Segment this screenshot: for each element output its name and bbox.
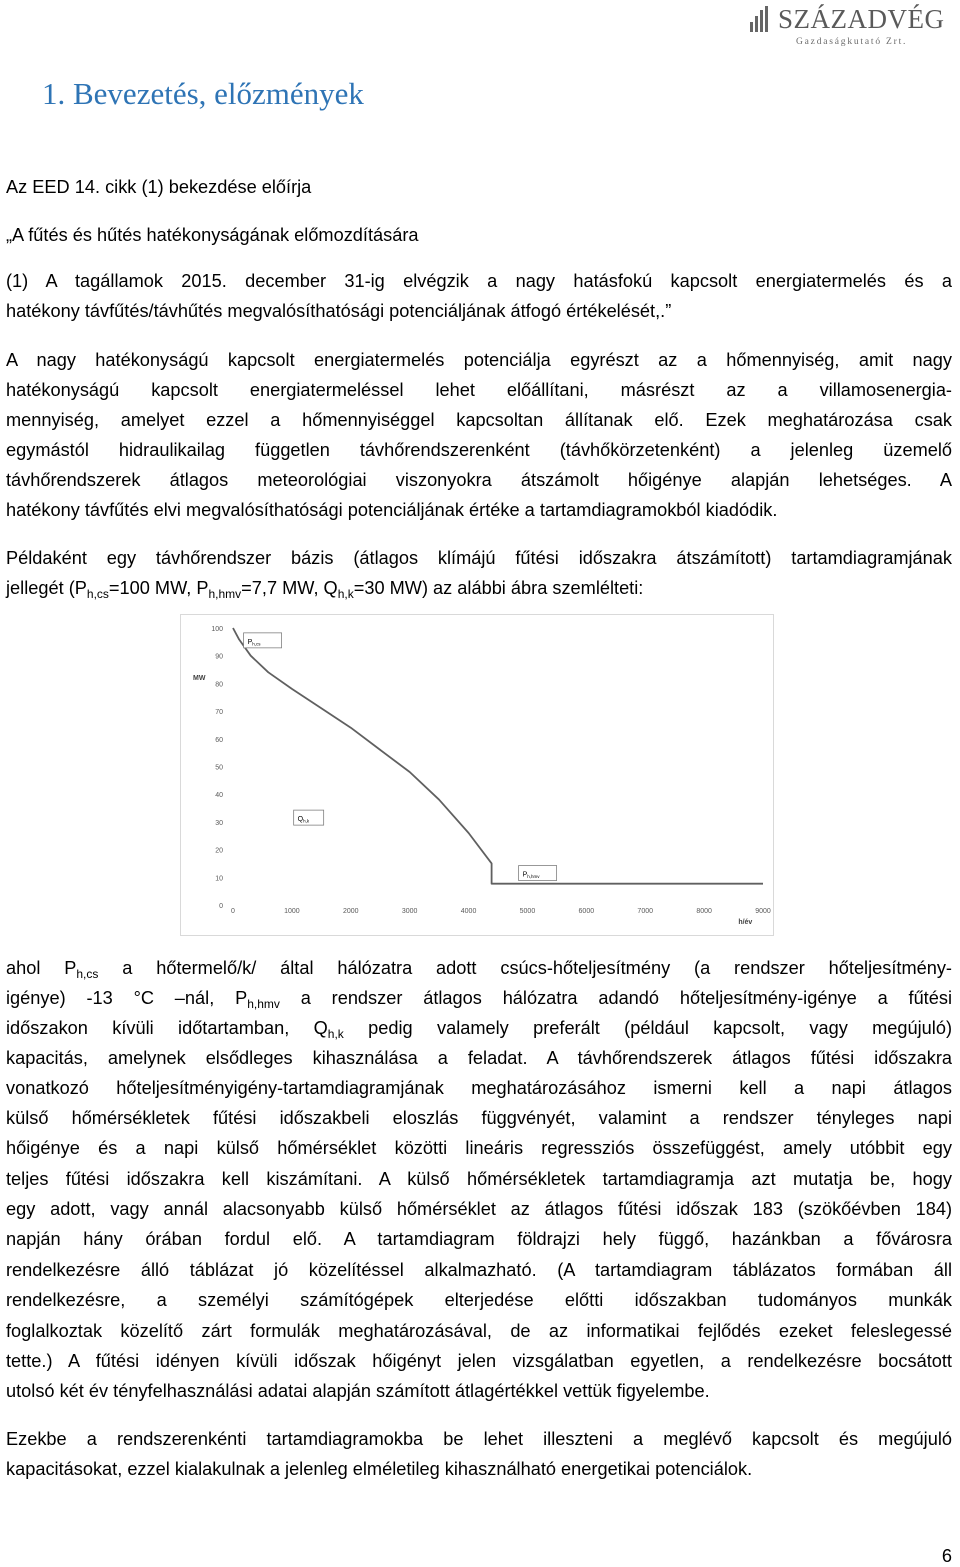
paragraph-line: utolsó két év tényfelhasználási adatai alapján számított átlagértékkel vettük figyelembe.: [6, 1381, 710, 1401]
duration-curve-line: [233, 628, 763, 884]
paragraph-line: mennyiség, amelyet ezzel a hőmennyiséggel kapcsoltan állítanak elő. Ezek meghatározása csak: [6, 410, 952, 430]
x-tick-label: 2000: [342, 908, 359, 915]
y-tick-label: 40: [215, 792, 223, 800]
x-tick-label: 9000: [755, 908, 771, 915]
annotation-label: $P_{h,hmv}$: [522, 871, 540, 880]
annotation-label: $Q_{h,k}$: [297, 816, 310, 824]
x-tick-label: 4000: [460, 908, 477, 915]
y-tick-label: 80: [215, 681, 223, 689]
x-axis-label: h/év: [738, 919, 753, 926]
y-tick-label: 90: [215, 653, 223, 661]
logo-name: SZÁZADVÉG: [778, 4, 945, 34]
chart-canvas: [181, 615, 773, 935]
paragraph-line: teljes fűtési időszakra kell kiszámítani. A külső hőmérsékletek tartamdiagramja azt mutatja be, hogy: [6, 1169, 952, 1189]
x-tick-label: 3000: [401, 908, 418, 915]
paragraph-line: jellegét ($P_{h,cs}=100$ MW, $P_{h,hmv}=7,7$ MW, $Q_{h,k}=30$ MW) az alábbi ábra szemlélteti:: [6, 578, 644, 601]
paragraph-line: vonatkozó hőteljesítményigény-tartamdiagramjának meghatározásához ismerni kell a napi átlagos: [6, 1078, 952, 1098]
x-tick-label: 6000: [578, 908, 595, 915]
logo-bars-icon: [750, 6, 774, 32]
page-number: 6: [941, 1546, 952, 1566]
paragraph-line: Példaként egy távhőrendszer bázis (átlagos klímájú fűtési időszakra átszámított) tartamdiagramjának: [6, 548, 952, 568]
x-tick-label: 8000: [696, 908, 712, 915]
annotation-label: $P_{h,cs}$: [247, 638, 261, 647]
paragraph-line: távhőrendszerek átlagos meteorológiai viszonyokra átszámolt hőigénye alapján lehetséges. A: [6, 470, 952, 490]
company-logo: [750, 4, 950, 52]
section-heading: 1. Bevezetés, előzmények: [42, 76, 364, 111]
duration-curve-chart: [180, 614, 774, 936]
x-tick-label: 5000: [519, 908, 536, 915]
y-tick-label: 70: [215, 709, 223, 717]
intro-quote-title: „A fűtés és hűtés hatékonyságának előmozdítására: [6, 225, 419, 245]
paragraph-line: kapacitás, amelynek elsődleges kihasználása a feladat. A távhőrendszerek átlagos fűtési időszakra: [6, 1048, 952, 1068]
y-tick-label: 10: [215, 875, 223, 883]
y-tick-label: 30: [215, 819, 223, 827]
y-tick-label: 100: [211, 626, 223, 633]
y-axis-label: MW: [193, 674, 206, 682]
paragraph-line: időszakon kívüli időtartamban, $Q_{h,k}$ pedig valamely preferált (például kapcsolt, vagy megújuló): [6, 1018, 953, 1041]
paragraph-line: Ezekbe a rendszerenkénti tartamdiagramokba be lehet illeszteni a meglévő kapcsolt és megújuló: [6, 1429, 952, 1449]
paragraph-line: tette.) A fűtési idényen kívüli időszak hőigényt jelen vizsgálatban egyetlen, a rendelkezésre bocsátott: [6, 1351, 952, 1371]
x-tick-label: 1000: [284, 908, 300, 915]
paragraph-line: napján hány órában fordul elő. A tartamdiagram földrajzi hely függő, hazánkban a fővárosra: [6, 1229, 952, 1249]
paragraph-line: foglalkoztak közelítő zárt formulák meghatározásával, de az informatikai fejlődés ezeket feleslegessé: [6, 1321, 952, 1341]
paragraph-line: rendelkezésre, a személyi számítógépek elterjedése előtti időszakban tudományos munkák: [6, 1290, 952, 1310]
paragraph-line: hőigénye és a napi külső hőmérséklet közötti lineáris regressziós összefüggést, amely utóbbit egy: [6, 1138, 952, 1158]
y-tick-label: 0: [219, 903, 223, 910]
paragraph-line: rendelkezésre álló táblázat jó közelítéssel alkalmazható. (A tartamdiagram táblázatos formában áll: [6, 1260, 952, 1280]
y-tick-label: 50: [215, 764, 223, 772]
paragraph-line: kapacitásokat, ezzel kialakulnak a jelenleg elméletileg kihasználható energetikai potenciálok.: [6, 1459, 753, 1479]
paragraph-line: ahol $P_{h,cs}$ a hőtermelő/k/ által hálózatra adott csúcs-hőteljesítmény (a rendszer hőteljesítmény-: [6, 958, 952, 981]
y-tick-label: 20: [215, 847, 223, 855]
paragraph-line: A nagy hatékonyságú kapcsolt energiatermelés potenciálja egyrészt az a hőmennyiség, amit nagy: [6, 350, 952, 370]
x-tick-label: 0: [231, 908, 235, 915]
quote-line: hatékony távfűtés/távhűtés megvalósíthatósági potenciáljának átfogó értékelését,.”: [6, 301, 672, 321]
quote-line: (1) A tagállamok 2015. december 31-ig elvégzik a nagy hatásfokú kapcsolt energiatermelés és a: [6, 271, 952, 291]
paragraph-line: külső hőmérsékletek fűtési időszakbeli eloszlás függvényét, valamint a rendszer tényleges napi: [6, 1108, 952, 1128]
y-tick-label: 60: [215, 736, 223, 744]
paragraph-line: egymástól hidraulikailag független távhőrendszerenként (távhőkörzetenként) a jelenleg üzemelő: [6, 440, 952, 460]
intro-line: Az EED 14. cikk (1) bekezdése előírja: [6, 177, 312, 197]
paragraph-line: hatékony távfűtés elvi megvalósíthatósági potenciáljának értéke a tartamdiagramokból kiadódik.: [6, 500, 778, 520]
x-tick-label: 7000: [637, 908, 654, 915]
paragraph-line: egy adott, vagy annál alacsonyabb külső hőmérséklet az átlagos fűtési időszak 183 (szökőévben 184): [6, 1199, 952, 1219]
paragraph-line: igénye) -13 °C –nál, $P_{h,hmv}$ a rendszer átlagos hálózatra adandó hőteljesítmény-igénye a fűtési: [6, 988, 952, 1011]
logo-subtitle: Gazdaságkutató Zrt.: [796, 37, 908, 47]
paragraph-line: hatékonyságú kapcsolt energiatermeléssel lehet előállítani, másrészt az a villamosenergia-: [6, 380, 952, 400]
